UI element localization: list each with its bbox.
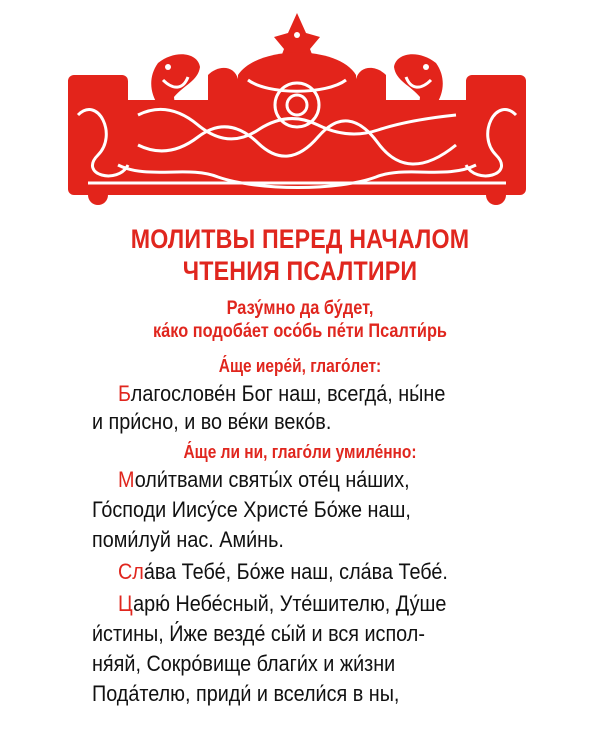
rubric-layman: А́ще ли ни, глаго́ли умиле́нно: xyxy=(183,442,417,462)
drop-cap: Б xyxy=(118,381,131,406)
prayer2-line3: поми́луй нас. Ами́нь. xyxy=(92,527,284,552)
prayer4-line2: и́стины, И́же везде́ сы́й и вся испол- xyxy=(92,621,425,646)
prayer1-line1 xyxy=(118,379,492,409)
prayer1-line1-text: лагослове́н Бог наш, всегда́, ны́не xyxy=(130,381,446,406)
page-title-line2: ЧТЕНИЯ ПСАЛТИРИ xyxy=(182,256,418,286)
prayer4-line4: Пода́телю, приди́ и всели́ся в ны, xyxy=(92,681,400,706)
prayer2-line1 xyxy=(118,465,492,495)
drop-cap: М xyxy=(118,467,135,492)
subtitle-line1: Разу́мно да бу́дет, xyxy=(226,298,374,319)
rubric-priest: А́ще иере́й, глаго́лет: xyxy=(218,356,382,376)
prayer1-line2: и при́сно, и во ве́ки веко́в. xyxy=(92,409,332,434)
page-title-line1: МОЛИТВЫ ПЕРЕД НАЧАЛОМ xyxy=(130,224,470,254)
headpiece-ornament xyxy=(58,5,536,210)
prayer4-line3: ня́яй, Сокро́вище благи́х и жи́зни xyxy=(92,651,396,676)
prayer4-line1 xyxy=(118,589,492,619)
prayer2-line1-text: оли́твами святы́х оте́ц на́ших, xyxy=(134,467,410,492)
drop-cap: Ц xyxy=(118,591,134,616)
drop-cap: Сл xyxy=(118,559,144,584)
prayer2-line2: Го́споди Иису́се Христе́ Бо́же наш, xyxy=(92,497,411,522)
subtitle-line2: ка́ко подоба́ет осо́бь пе́ти Псалти́рь xyxy=(153,321,447,342)
prayer3-line1 xyxy=(118,557,492,587)
prayer4-line1-text: арю́ Небе́сный, Уте́шителю, Ду́ше xyxy=(133,591,447,616)
prayer3-line1-text: а́ва Тебе́, Бо́же наш, сла́ва Тебе́. xyxy=(143,559,448,584)
